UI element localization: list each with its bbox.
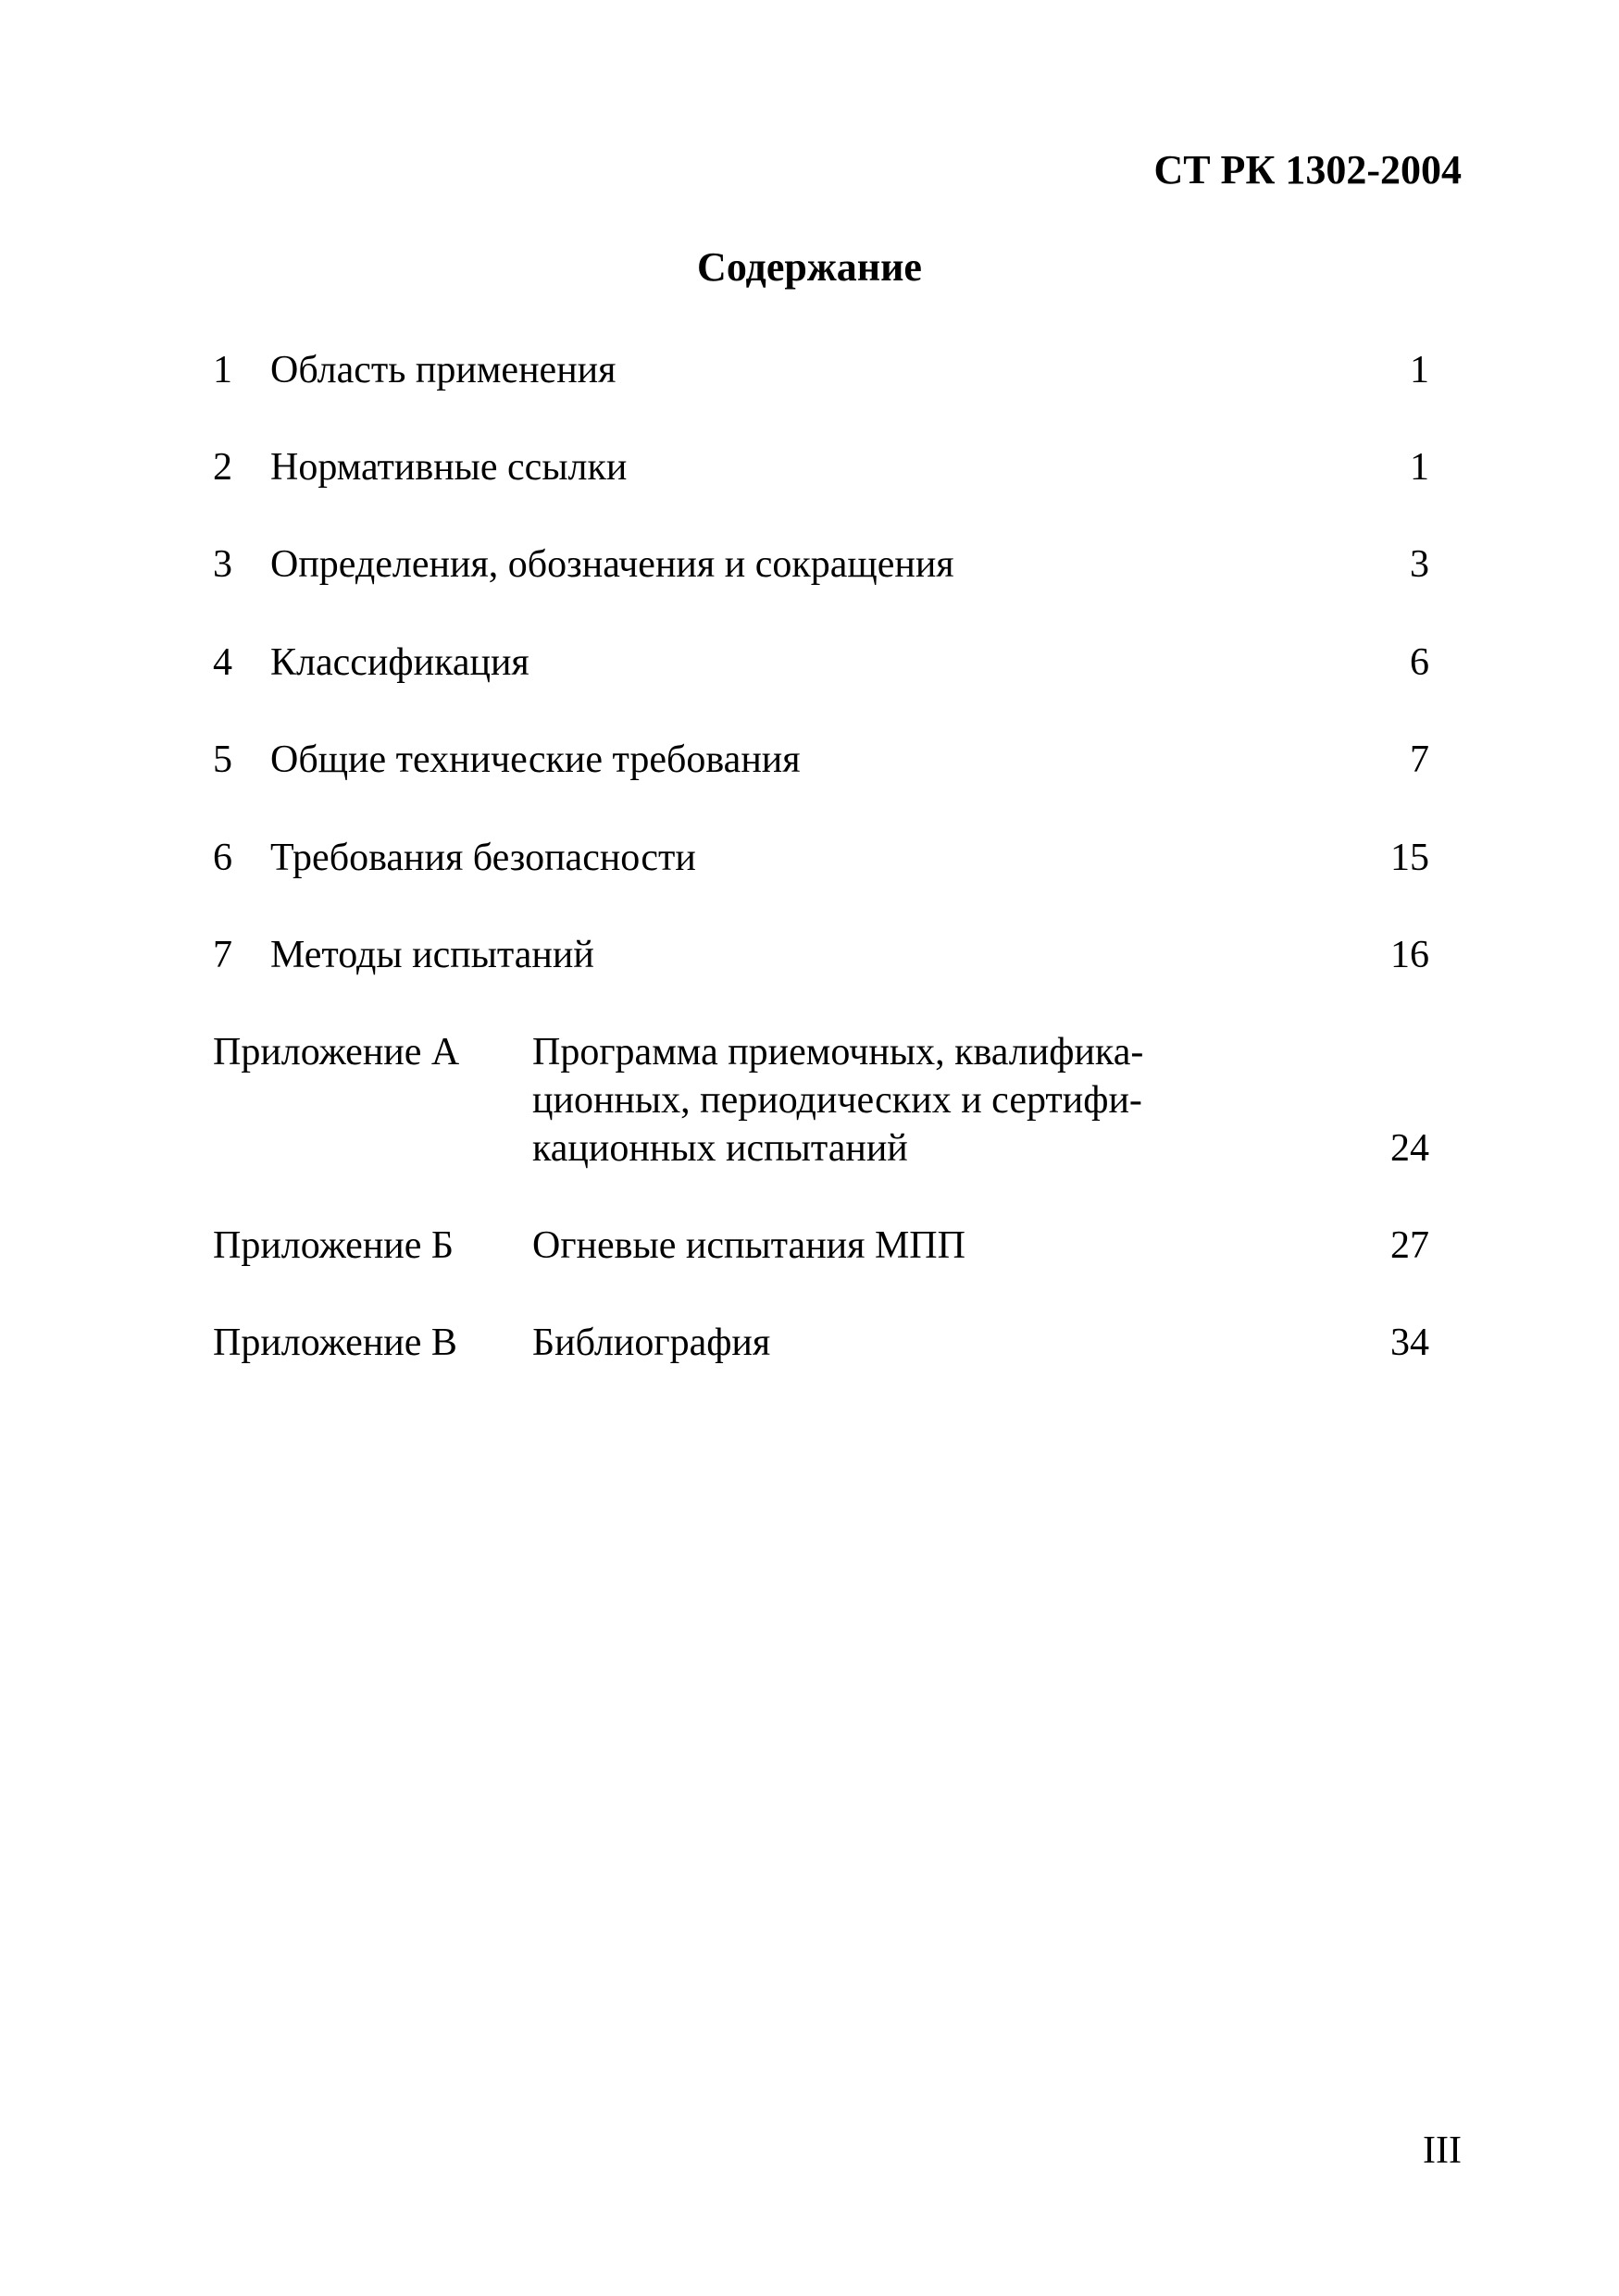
toc-entry-number: 5 [213, 738, 232, 781]
toc-entry-title: Общие технические требования [270, 738, 801, 781]
toc-entry-page: 1 [1410, 349, 1429, 391]
toc-entry-2[interactable] [213, 443, 1429, 491]
toc-entry-5[interactable] [213, 736, 1429, 784]
toc-entry-title: Методы испытаний [270, 934, 594, 976]
toc-annex-label: Приложение А [213, 1031, 460, 1074]
toc-entry-page: 16 [1390, 934, 1429, 976]
toc-annex-page: 27 [1390, 1224, 1429, 1267]
toc-entry-page: 15 [1390, 837, 1429, 879]
toc-annex-page: 24 [1390, 1127, 1429, 1170]
toc-entry-title: Область применения [270, 349, 616, 391]
toc-entry-page: 1 [1410, 446, 1429, 489]
toc-annex-title-line: Программа приемочных, квалифика- [532, 1031, 1144, 1074]
toc-entry-6[interactable] [213, 834, 1429, 882]
toc-entry-number: 2 [213, 446, 232, 489]
toc-annex-page: 34 [1390, 1322, 1429, 1364]
toc-entry-page: 6 [1410, 641, 1429, 684]
toc-entry-number: 1 [213, 349, 232, 391]
toc-entry-title: Классификация [270, 641, 529, 684]
toc-annex-title-line: кационных испытаний [532, 1127, 908, 1170]
page-number: III [1423, 2129, 1462, 2172]
toc-entry-7[interactable] [213, 931, 1429, 979]
toc-annex-label: Приложение В [213, 1322, 457, 1364]
toc-annex-title-line: Библиография [532, 1322, 771, 1364]
toc-entry-title: Требования безопасности [270, 837, 696, 879]
toc-entry-number: 4 [213, 641, 232, 684]
toc-entry-page: 3 [1410, 543, 1429, 586]
toc-entry-number: 7 [213, 934, 232, 976]
toc-annex-title-line: Огневые испытания МПП [532, 1224, 965, 1267]
toc-entry-title: Нормативные ссылки [270, 446, 628, 489]
toc-annex-label: Приложение Б [213, 1224, 455, 1267]
document-code: СТ РК 1302-2004 [1153, 147, 1462, 192]
toc-entry-number: 6 [213, 837, 232, 879]
toc-entry-1[interactable] [213, 346, 1429, 394]
toc-entry-3[interactable] [213, 540, 1429, 589]
toc-annex-title-line: ционных, периодических и сертифи- [532, 1079, 1142, 1122]
toc-entry-4[interactable] [213, 639, 1429, 687]
toc-entry-page: 7 [1410, 738, 1429, 781]
toc-entry-number: 3 [213, 543, 232, 586]
toc-title: Содержание [697, 244, 922, 290]
toc-annex-title [532, 1222, 1273, 1270]
toc-annex-title [532, 1319, 1273, 1367]
toc-entry-title: Определения, обозначения и сокращения [270, 543, 954, 586]
toc-annex-title [532, 1028, 1273, 1173]
